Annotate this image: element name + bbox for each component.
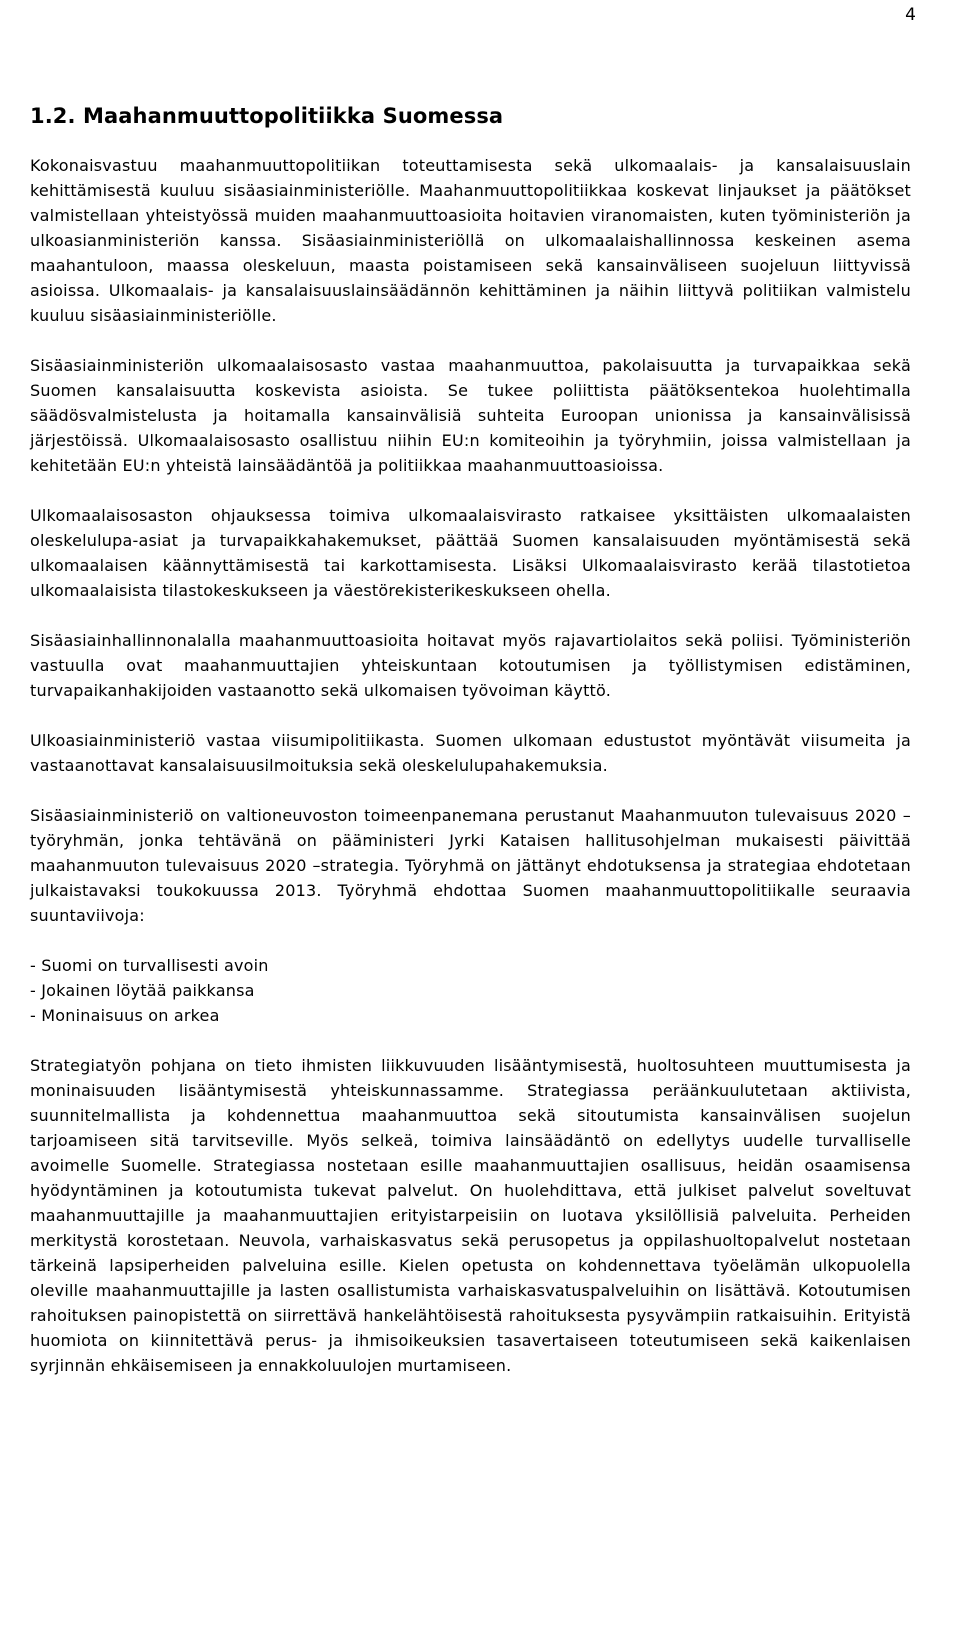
paragraph-other-authorities: Sisäasiainhallinnonalalla maahanmuuttoasioita hoitavat myös rajavartiolaitos sekä poliisi. Työministeriön vastuulla ovat maahanmuuttajien yhteiskuntaan kotoutumisen ja työllistymisen edistäminen, turvapaikanhakijoiden vastaanotto sekä ulkomaisen työvoiman käyttö. (30, 631, 911, 700)
paragraph-strategy: Strategiatyön pohjana on tieto ihmisten liikkuvuuden lisääntymisestä, huoltosuhteen muuttumisesta ja moninaisuuden lisääntymisestä yhteiskunnassamme. Strategiassa peräänkuulutetaan aktiivista, suunnitelmallista ja kohdennettua maahanmuuttoa sekä sitoutumista kansainvälisen suojelun tarjoamiseen sitä tarvitseville. Myös selkeä, toimiva lainsäädäntö on edellytys uudelle turvalliselle avoimelle Suomelle. Strategiassa nostetaan esille maahanmuuttajien osallisuus, heidän osaamisensa hyödyntäminen ja kotoutumista tukevat palvelut. On huolehdittava, että julkiset palvelut soveltuvat maahanmuuttajille ja maahanmuuttajien erityistarpeisiin on luotava yksilöllisiä palveluita. Perheiden merkitystä korostetaan. Neuvola, varhaiskasvatus sekä perusopetus ja oppilashuoltopalvelut nostetaan tärkeinä lapsiperheiden palveluina esille. Kielen opetusta on kohdennettava työelämän ulkopuolella oleville maahanmuuttajille ja lasten osallistumista varhaiskasvatuspalveluihin on lisättävä. Kotoutumisen rahoituksen painopistettä on siirrettävä hankelähtöisestä rahoituksesta pysyvämpiin ratkaisuihin. Erityistä huomiota on kiinnitettävä perus- ja ihmisoikeuksien tasavertaiseen toteutumiseen sekä kaikenlaisen syrjinnän ehkäisemiseen ja ennakkoluulojen murtamiseen. (30, 1056, 911, 1375)
section-heading: 1.2. Maahanmuuttopolitiikka Suomessa (30, 104, 504, 128)
list-item: - Suomi on turvallisesti avoin (30, 956, 269, 975)
guidelines-list (30, 953, 911, 1028)
list-item: - Moninaisuus on arkea (30, 1006, 220, 1025)
paragraph-immigration-department: Sisäasiainministeriön ulkomaalaisosasto vastaa maahanmuuttoa, pakolaisuutta ja turvapaikkaa sekä Suomen kansalaisuutta koskevista asioista. Se tukee poliittista päätöksentekoa huolehtimalla säädösvalmistelusta ja hoitamalla kansainvälisiä suhteita Euroopan unionissa ja kansainvälisissä järjestöissä. Ulkomaalaisosasto osallistuu niihin EU:n komiteoihin ja työryhmiin, joissa valmistellaan ja kehitetään EU:n yhteistä lainsäädäntöä ja politiikkaa maahanmuuttoasioissa. (30, 356, 911, 475)
paragraph-immigration-service: Ulkomaalaisosaston ohjauksessa toimiva ulkomaalaisvirasto ratkaisee yksittäisten ulkomaalaisten oleskelulupa-asiat ja turvapaikkahakemukset, päättää Suomen kansalaisuuden myöntämisestä sekä ulkomaalaisen käännyttämisestä tai karkottamisesta. Lisäksi Ulkomaalaisvirasto kerää tilastotietoa ulkomaalaisista tilastokeskukseen ja väestörekisterikeskukseen ohella. (30, 506, 911, 600)
paragraph-working-group: Sisäasiainministeriö on valtioneuvoston toimeenpanemana perustanut Maahanmuuton tulevaisuus 2020 –työryhmän, jonka tehtävänä on pääministeri Jyrki Kataisen hallitusohjelman mukaisesti päivittää maahanmuuton tulevaisuus 2020 –strategia. Työryhmä on jättänyt ehdotuksensa ja strategiaa ehdotetaan julkaistavaksi toukokuussa 2013. Työryhmä ehdottaa Suomen maahanmuuttopolitiikalle seuraavia suuntaviivoja: (30, 806, 911, 925)
page-number: 4 (905, 5, 916, 25)
paragraph-responsibility: Kokonaisvastuu maahanmuuttopolitiikan toteuttamisesta sekä ulkomaalais- ja kansalaisuuslain kehittämisestä kuuluu sisäasiainministeriölle. Maahanmuuttopolitiikkaa koskevat linjaukset ja päätökset valmistellaan yhteistyössä muiden maahanmuuttoasioita hoitavien viranomaisten, kuten työministeriön ja ulkoasianministeriön kanssa. Sisäasiainministeriöllä on ulkomaalaishallinnossa keskeinen asema maahantuloon, maassa oleskeluun, maasta poistamiseen sekä kansainväliseen suojeluun liittyvissä asioissa. Ulkomaalais- ja kansalaisuuslainsäädännön kehittäminen ja näihin liittyvä politiikan valmistelu kuuluu sisäasiainministeriölle. (30, 156, 911, 325)
paragraph-foreign-ministry: Ulkoasiainministeriö vastaa viisumipolitiikasta. Suomen ulkomaan edustustot myöntävät viisumeita ja vastaanottavat kansalaisuusilmoituksia sekä oleskelulupahakemuksia. (30, 731, 911, 775)
list-item: - Jokainen löytää paikkansa (30, 981, 255, 1000)
document-body (30, 153, 911, 1403)
